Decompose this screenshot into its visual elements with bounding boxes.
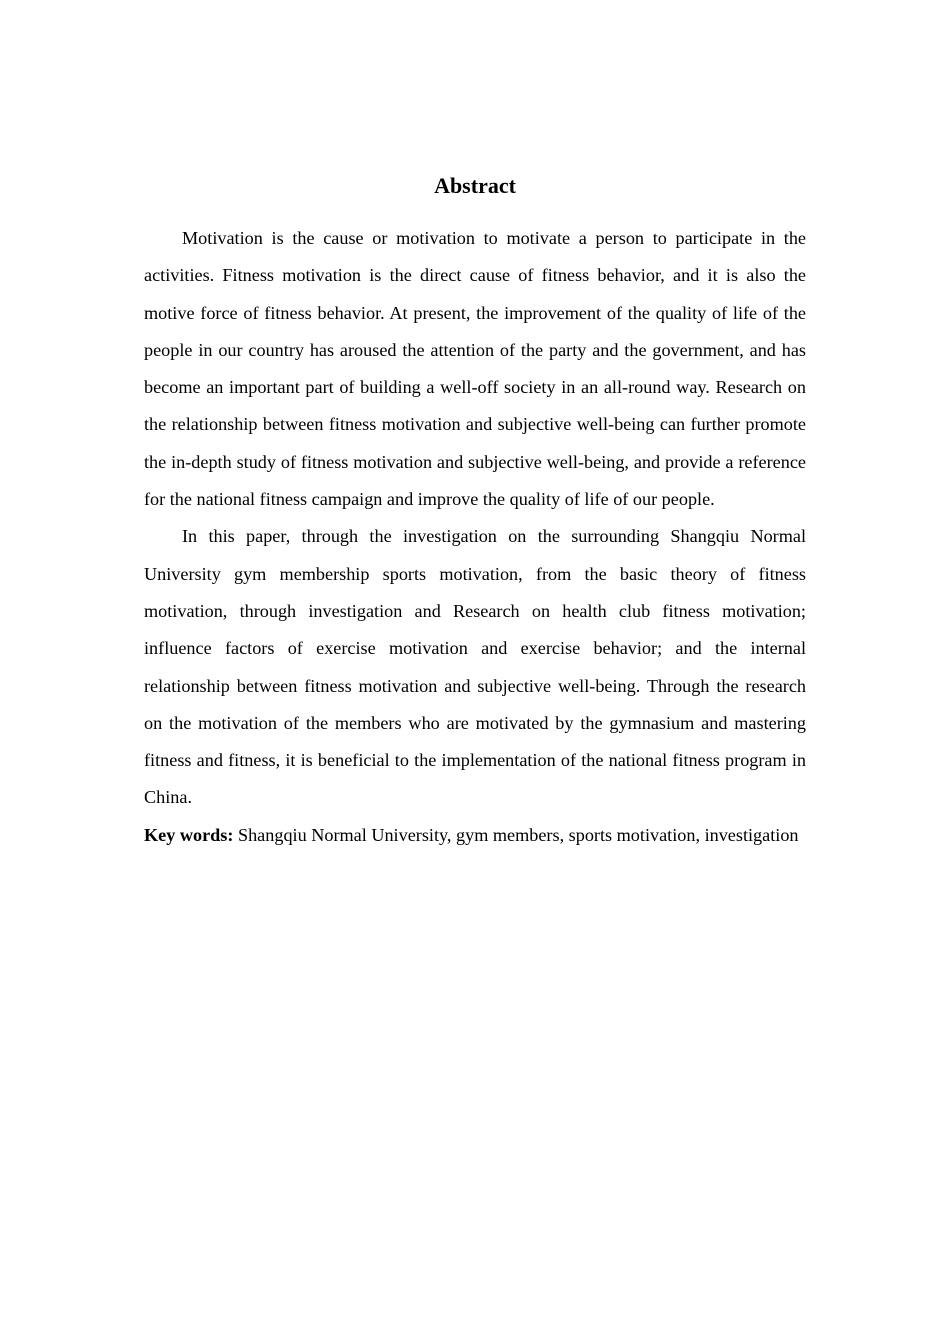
abstract-page	[144, 170, 806, 854]
keywords-label: Key words:	[144, 824, 234, 845]
keywords-line	[144, 817, 806, 854]
keywords-text: Shangqiu Normal University, gym members, sports motivation, investigation	[237, 824, 799, 845]
abstract-title: Abstract	[434, 173, 516, 198]
abstract-paragraph-2: In this paper, through the investigation on the surrounding Shangqiu Normal University gym membership sports motivation, from the basic theory of fitness motivation, through investigation and Research on health club fitness motivation; influence factors of exercise motivation and exercise behavior; and the internal relationship between fitness motivation and subjective well-being. Through the research on the motivation of the members who are motivated by the gymnasium and mastering fitness and fitness, it is beneficial to the implementation of the national fitness program in China.	[144, 526, 806, 808]
abstract-paragraph-1: Motivation is the cause or motivation to motivate a person to participate in the activities. Fitness motivation is the direct cause of fitness behavior, and it is also the motive force of fitness behavior. At present, the improvement of the quality of life of the people in our country has aroused the attention of the party and the government, and has become an important part of building a well-off society in an all-round way. Research on the relationship between fitness motivation and subjective well-being can further promote the in-depth study of fitness motivation and subjective well-being, and provide a reference for the national fitness campaign and improve the quality of life of our people.	[144, 228, 806, 510]
